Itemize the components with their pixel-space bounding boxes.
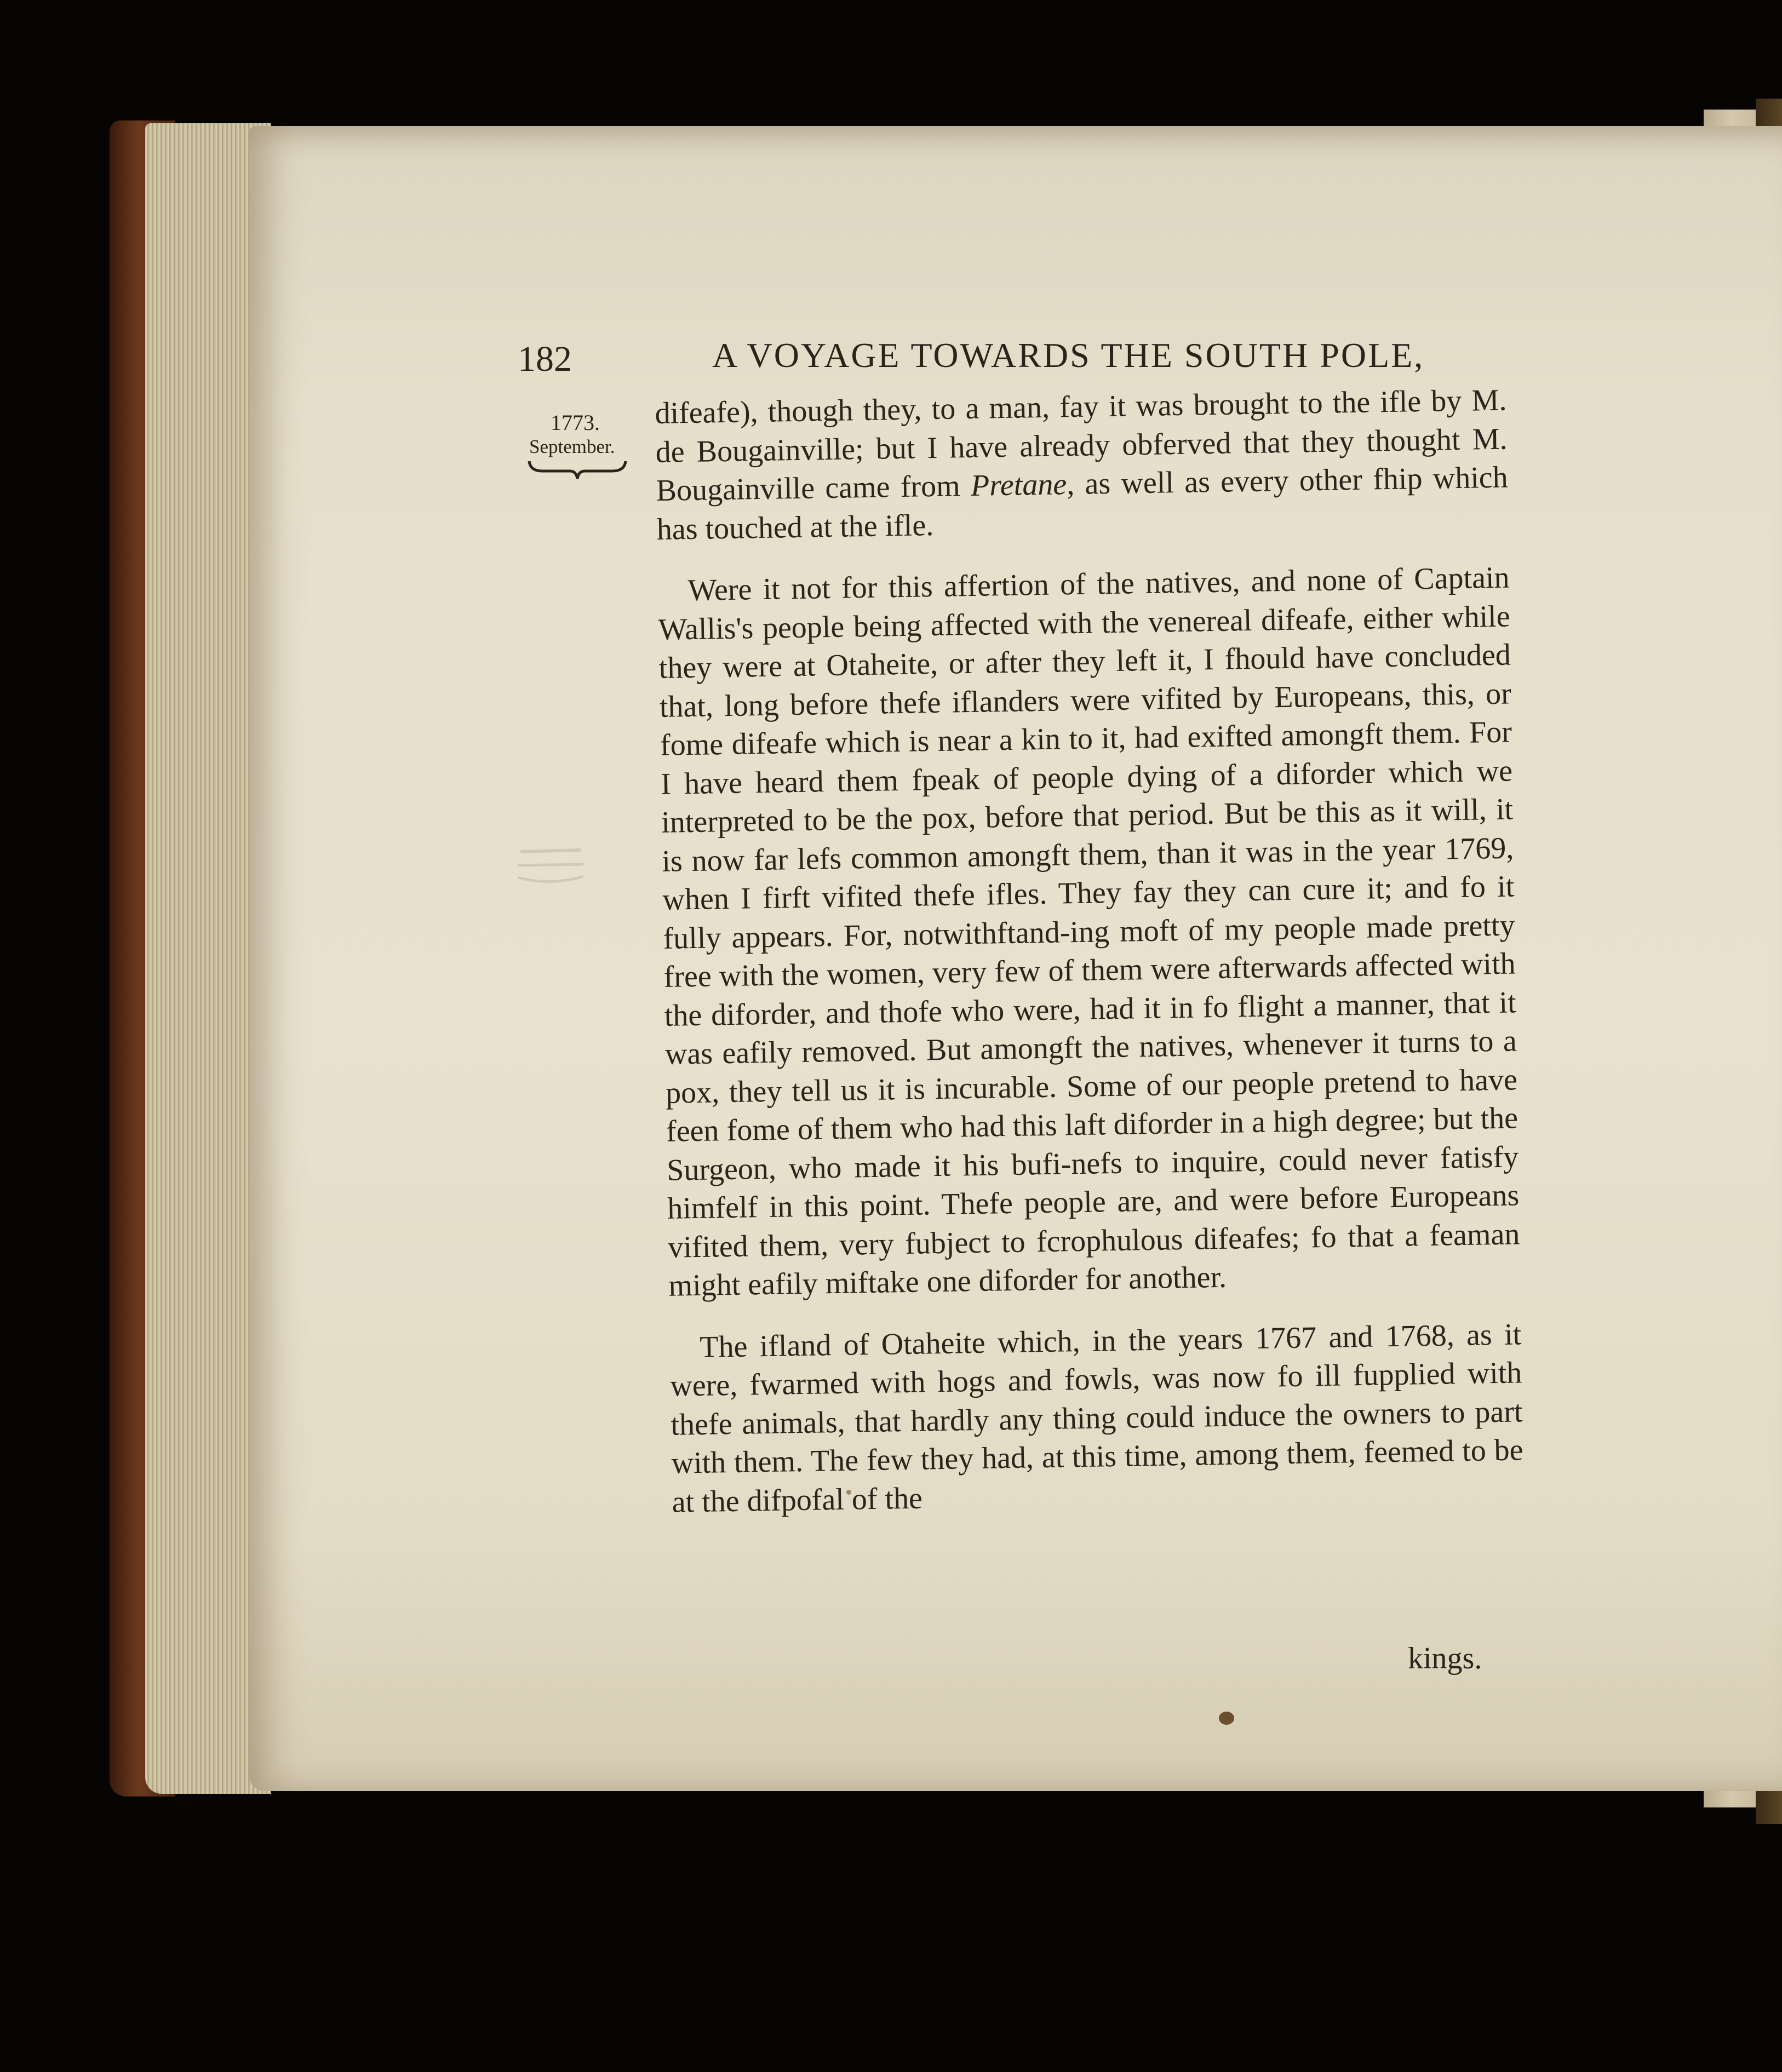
italic-place-name: Pretane (970, 467, 1067, 503)
margin-note-year: 1773. (551, 410, 600, 435)
body-text (655, 381, 1524, 1522)
catchword: kings. (1408, 1641, 1482, 1675)
show-through-marks (515, 838, 586, 887)
margin-note-month: September. (529, 436, 615, 457)
paragraph: Were it not for this affertion of the natives, and none of Captain Wallis's people being affected with the venereal difeafe, either while they were at Otaheite, or after they left it, I fhould have concluded that, long before thefe iflanders were vifited by Europeans, this, or fome difeafe which is near a kin to it, had exifted amongft them. For I have heard them fpeak of people dying of a diforder which we interpreted to be the pox, before that period. But be this as it will, it is now far lefs common amongft them, than it was in the year 1769, when I firft vifited thefe ifles. They fay they can cure it; and fo it fully appears. For, notwithftand-ing moft of my people made pretty free with the women, very few of them were afterwards affected with the diforder, and thofe who were, had it in fo flight a manner, that it was eafily removed. But amongft the natives, whenever it turns to a pox, they tell us it is incurable. Some of our people pretend to have feen fome of them who had this laft diforder in a high degree; but the Surgeon, who made it his bufi-nefs to inquire, could never fatisfy himfelf in this point. Thefe people are, and were before Europeans vifited them, very fubject to fcrophulous difeafes; fo that a feaman might eafily miftake one diforder for another. (658, 560, 1520, 1303)
running-head: A VOYAGE TOWARDS THE SOUTH POLE, (712, 336, 1425, 375)
paragraph: The ifland of Otaheite which, in the years 1767 and 1768, as it were, fwarmed with hogs and fowls, was now fo ill fupplied with thefe animals, that hardly any thing could induce the owners to part with them. The few they had, at this time, among them, feemed to be at the difpofal of the (669, 1317, 1523, 1519)
ink-spot (1219, 1712, 1234, 1725)
page-number: 182 (518, 339, 572, 379)
paragraph: difeafe), though they, to a man, fay it was brought to the ifle by M. de Bougainville; but I have already obferved that they thought M. Bougainville came from Pretane, as well as every other fhip which has touched at the ifle. (655, 383, 1509, 547)
margin-brace-icon (526, 459, 629, 481)
